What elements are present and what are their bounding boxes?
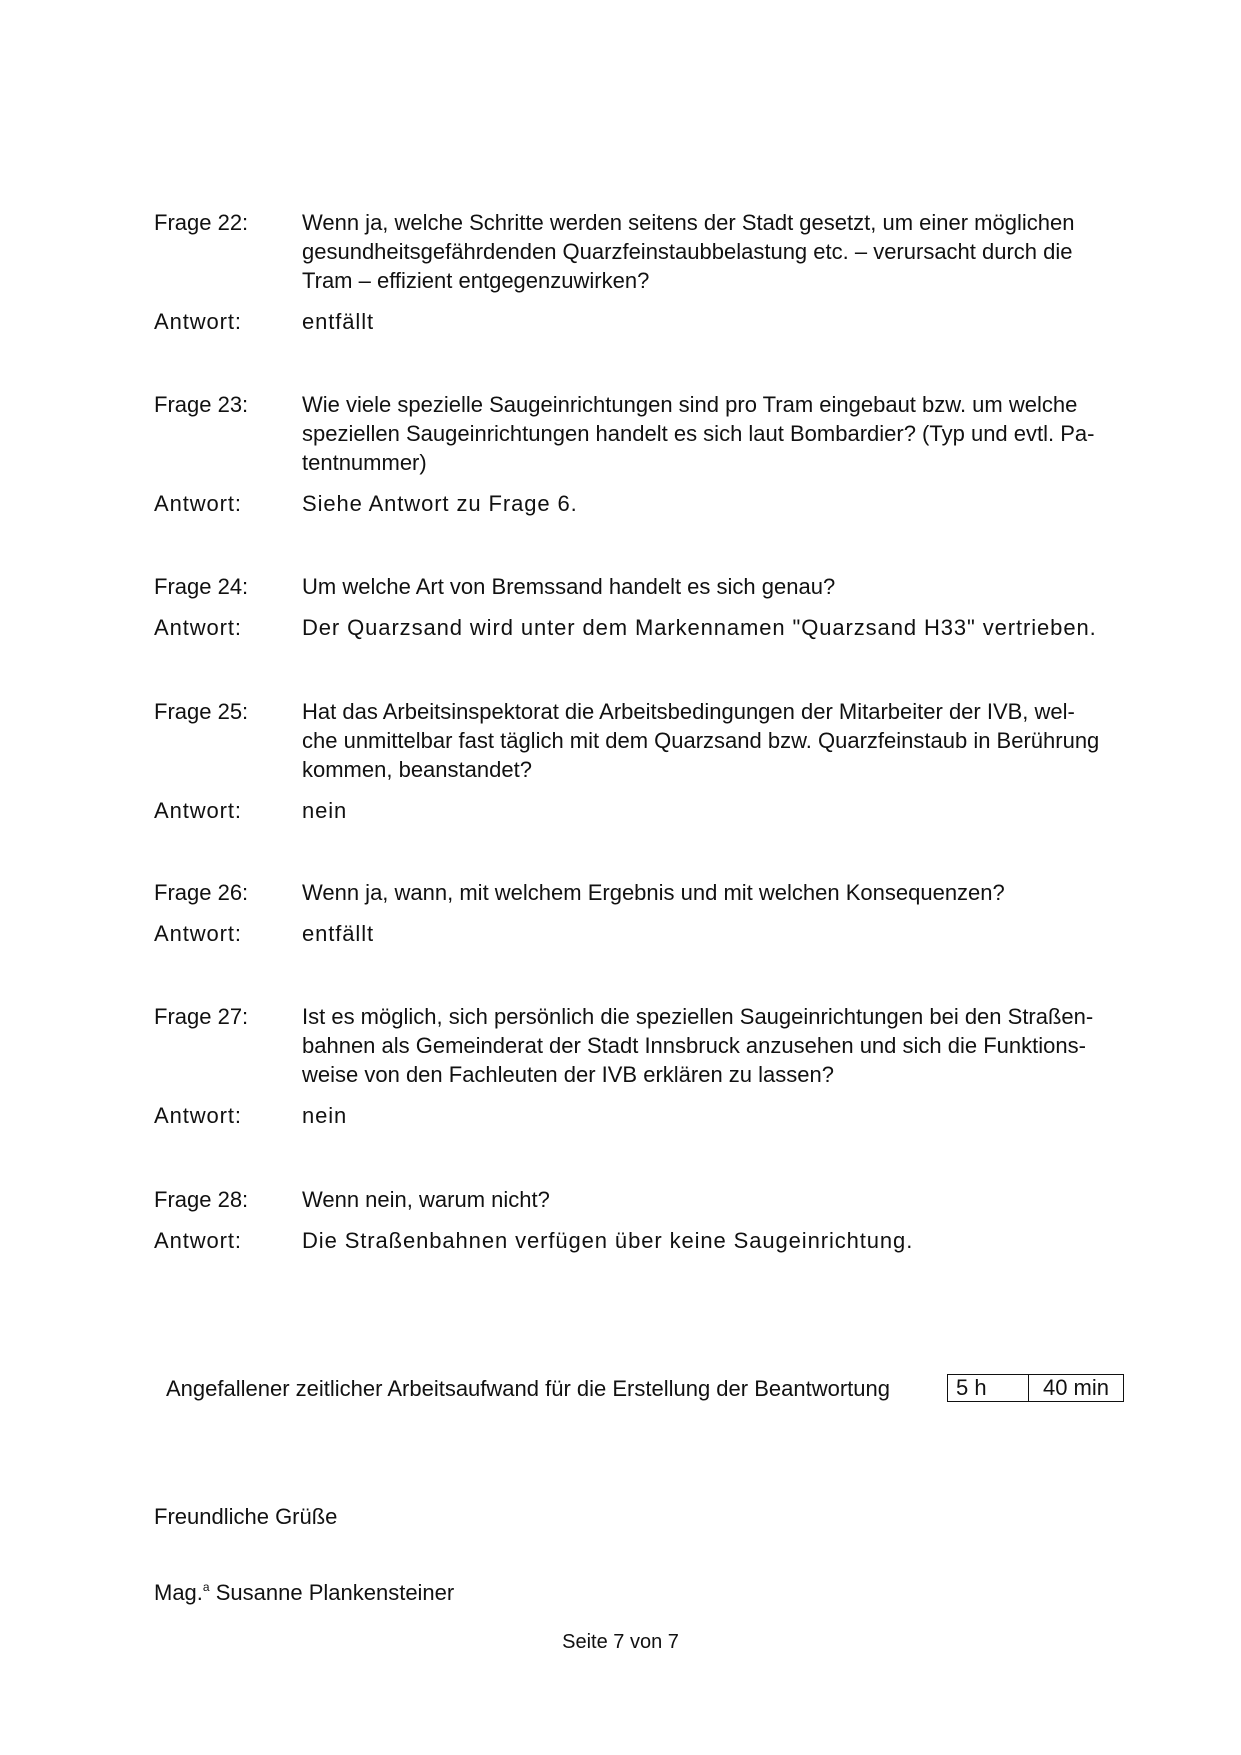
question-row [154, 1185, 1144, 1214]
signature-title-sup: a [202, 1580, 210, 1594]
answer-text: Der Quarzsand wird unter dem Markennamen "Quarzsand H33" vertrieben. [302, 615, 1097, 640]
question-text: Um welche Art von Bremssand handelt es sich genau? [302, 574, 836, 599]
qa-item-26 [154, 878, 1144, 948]
question-row [154, 878, 1144, 907]
question-text: Ist es möglich, sich persönlich die speziellen Saugeinrichtungen bei den Straßen- bahnen als Gemeinderat der Stadt Innsbruck anzusehen und sich die Funktions- weise von den Fachleuten der IVB erklären zu lassen? [302, 1004, 1094, 1087]
signature [154, 1573, 454, 1607]
question-label: Frage 22: [154, 210, 249, 235]
question-row [154, 208, 1144, 295]
qa-item-27 [154, 1002, 1144, 1130]
effort-hours: 5 h [948, 1375, 1029, 1401]
question-label: Frage 24: [154, 574, 249, 599]
question-text: Wenn nein, warum nicht? [302, 1187, 550, 1212]
question-text: Hat das Arbeitsinspektorat die Arbeitsbedingungen der Mitarbeiter der IVB, wel- che unmittelbar fast täglich mit dem Quarzsand bzw. Quarzfeinstaub in Berührung kommen, beanstandet? [302, 699, 1100, 782]
question-row [154, 1002, 1144, 1089]
answer-text: entfällt [302, 921, 375, 946]
answer-text: entfällt [302, 309, 375, 334]
question-row [154, 572, 1144, 601]
question-text: Wenn ja, welche Schritte werden seitens der Stadt gesetzt, um einer möglichen gesundheitsgefährdenden Quarzfeinstaubbelastung etc. – verursacht durch die Tram – effizient entgegenzuwirken? [302, 210, 1075, 293]
answer-row [154, 489, 1144, 518]
answer-text: Die Straßenbahnen verfügen über keine Saugeinrichtung. [302, 1228, 914, 1253]
answer-label: Antwort: [154, 1228, 242, 1253]
question-text: Wenn ja, wann, mit welchem Ergebnis und mit welchen Konsequenzen? [302, 880, 1005, 905]
effort-minutes: 40 min [1042, 1375, 1110, 1400]
answer-row [154, 307, 1144, 336]
qa-item-28 [154, 1185, 1144, 1255]
question-text: Wie viele spezielle Saugeinrichtungen sind pro Tram eingebaut bzw. um welche speziellen Saugeinrichtungen handelt es sich laut Bombardier? (Typ und evtl. Pa- tentnummer) [302, 392, 1095, 475]
answer-label: Antwort: [154, 1103, 242, 1128]
answer-label: Antwort: [154, 309, 242, 334]
signature-title: Mag. [154, 1580, 203, 1605]
answer-row [154, 1226, 1144, 1255]
answer-row [154, 1101, 1144, 1130]
question-label: Frage 25: [154, 699, 249, 724]
question-label: Frage 23: [154, 392, 249, 417]
closing-greeting: Freundliche Grüße [154, 1504, 338, 1529]
answer-row [154, 613, 1144, 642]
question-label: Frage 26: [154, 880, 249, 905]
effort-table [947, 1374, 1124, 1402]
answer-label: Antwort: [154, 615, 242, 640]
question-label: Frage 27: [154, 1004, 249, 1029]
question-row [154, 697, 1144, 784]
answer-row [154, 919, 1144, 948]
answer-text: Siehe Antwort zu Frage 6. [302, 491, 578, 516]
qa-item-22 [154, 208, 1144, 336]
answer-text: nein [302, 1103, 348, 1128]
answer-label: Antwort: [154, 491, 242, 516]
question-label: Frage 28: [154, 1187, 249, 1212]
qa-item-25 [154, 697, 1144, 825]
answer-text: nein [302, 798, 348, 823]
answer-label: Antwort: [154, 798, 242, 823]
answer-label: Antwort: [154, 921, 242, 946]
qa-item-23 [154, 390, 1144, 518]
question-row [154, 390, 1144, 477]
qa-item-24 [154, 572, 1144, 642]
page-number: Seite 7 von 7 [562, 1631, 679, 1653]
signature-name: Susanne Plankensteiner [215, 1580, 455, 1605]
answer-row [154, 796, 1144, 825]
effort-label: Angefallener zeitlicher Arbeitsaufwand für die Erstellung der Beantwortung [166, 1376, 890, 1401]
